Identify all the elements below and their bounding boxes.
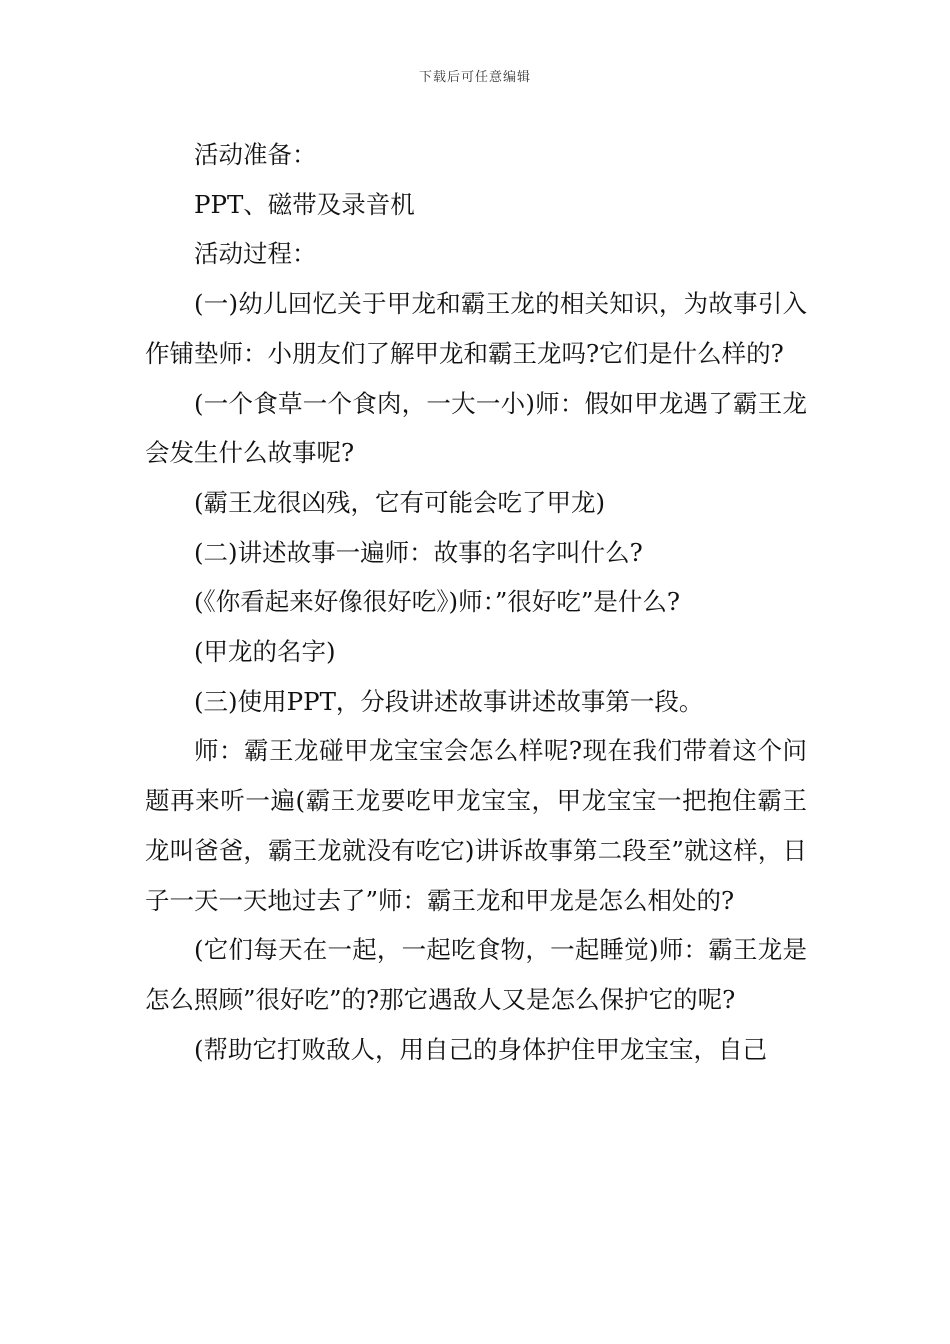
- page-header: 下载后可任意编辑: [418, 70, 531, 85]
- paragraph-answer-1: (一个食草一个食肉，一大一小)师：假如甲龙遇了霸王龙会发生什么故事呢?: [145, 388, 807, 468]
- paragraph-step-1: (一)幼儿回忆关于甲龙和霸王龙的相关知识，为故事引入作铺垫师：小朋友们了解甲龙和霸王龙吗?它们是什么样的?: [145, 289, 807, 368]
- paragraph-process-heading: 活动过程：: [194, 239, 317, 269]
- paragraph-answer-3: (甲龙的名字): [194, 637, 336, 667]
- paragraph-answer-5: (帮助它打败敌人，用自己的身体护住甲龙宝宝，自己: [194, 1034, 768, 1064]
- paragraph-teacher-question: 师：霸王龙碰甲龙宝宝会怎么样呢?现在我们带着这个问题再来听一遍(霸王龙要吃甲龙宝宝，甲龙宝宝一把抱住霸王龙叫爸爸，霸王龙就没有吃它)讲诉故事第二段至”就这样，日子一天一天地过去了”师：霸王龙和甲龙是怎么相处的?: [145, 736, 807, 915]
- paragraph-story-title: (《你看起来好像很好吃》)师：”很好吃”是什么?: [194, 587, 681, 617]
- paragraph-step-2: (二)讲述故事一遍师：故事的名字叫什么?: [194, 537, 643, 567]
- paragraph-step-3: (三)使用PPT，分段讲述故事讲述故事第一段。: [194, 686, 704, 716]
- paragraph-materials: PPT、磁带及录音机: [194, 189, 415, 219]
- paragraph-preparation-heading: 活动准备：: [194, 140, 317, 169]
- document-body: [145, 130, 807, 1074]
- paragraph-answer-4: (它们每天在一起，一起吃食物，一起睡觉)师：霸王龙是怎么照顾”很好吃”的?那它遇敌人又是怎么保护它的呢?: [145, 935, 807, 1014]
- paragraph-answer-2: (霸王龙很凶残，它有可能会吃了甲龙): [194, 487, 606, 517]
